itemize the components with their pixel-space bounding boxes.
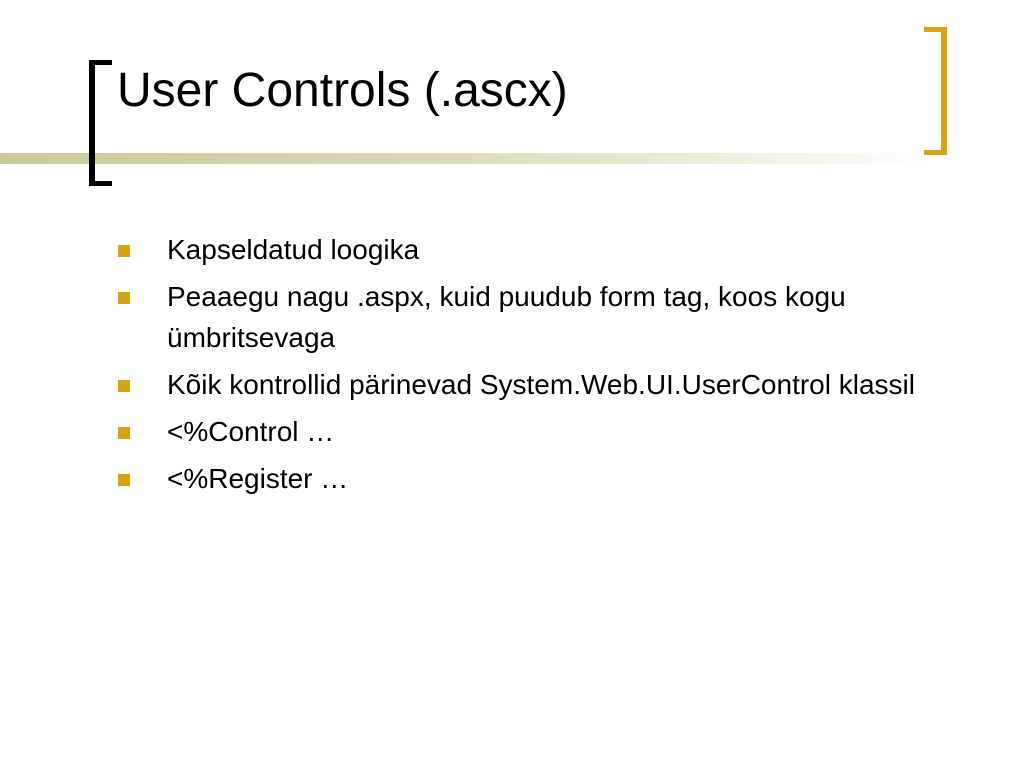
square-bullet-icon <box>118 245 130 257</box>
bullet-text: Kapseldatud loogika <box>167 234 420 265</box>
list-item <box>118 411 938 452</box>
list-item <box>118 276 938 358</box>
square-bullet-icon <box>118 380 130 392</box>
title-underline-rule <box>0 153 930 164</box>
list-item <box>118 229 938 270</box>
square-bullet-icon <box>118 292 130 304</box>
square-bullet-icon <box>118 427 130 439</box>
list-item <box>118 364 938 405</box>
bullet-text: Peaaegu nagu .aspx, kuid puudub form tag, koos kogu ümbritsevaga <box>167 281 846 353</box>
bullet-text: <%Register … <box>167 463 349 494</box>
slide-title: User Controls (.ascx) <box>117 64 568 117</box>
bullet-text: Kõik kontrollid pärinevad System.Web.UI.UserControl klassil <box>167 369 915 400</box>
left-bracket-decoration <box>89 60 112 186</box>
bullet-text: <%Control … <box>167 416 335 447</box>
bullet-list <box>118 229 938 505</box>
right-bracket-decoration <box>924 27 947 155</box>
square-bullet-icon <box>118 474 130 486</box>
list-item <box>118 458 938 499</box>
